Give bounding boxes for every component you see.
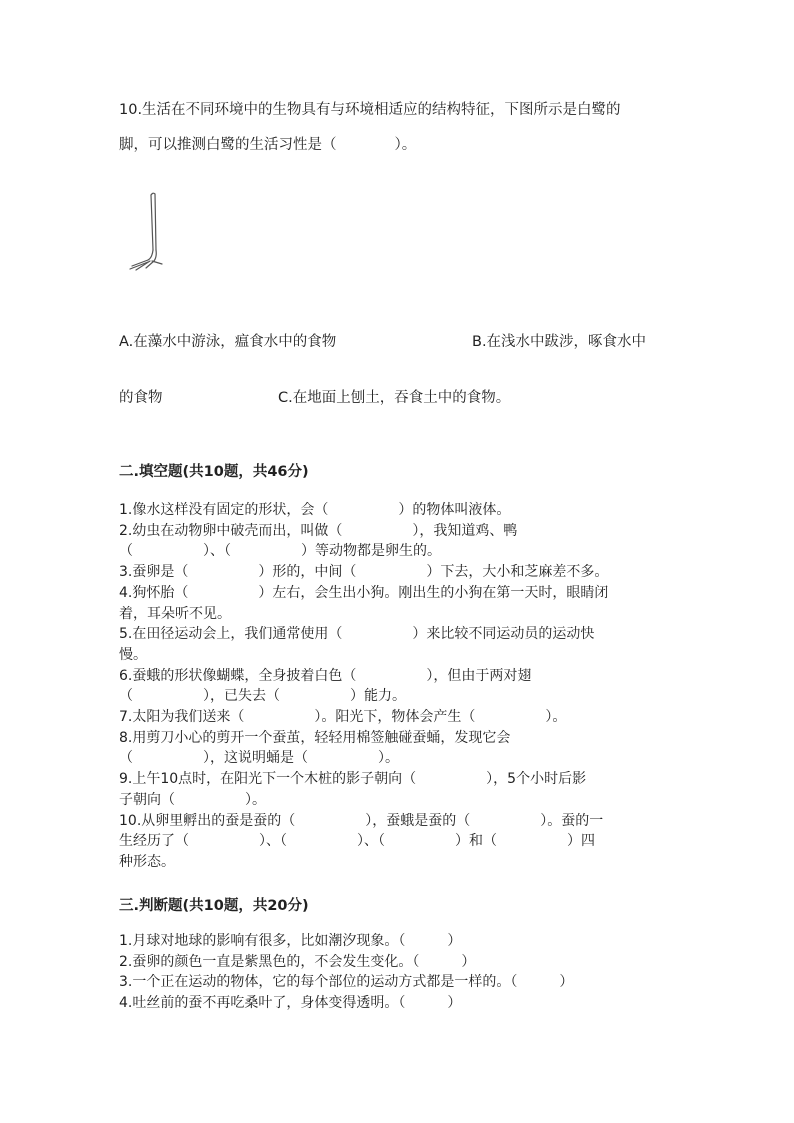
- fill-line: 4.狗怀胎（ ）左右，会生出小狗。刚出生的小狗在第一天时，眼睛闭: [119, 584, 609, 601]
- fill-line: （ ），已失去（ ）能力。: [119, 688, 406, 705]
- fill-line: 1.像水这样没有固定的形状，会（ ）的物体叫液体。: [119, 502, 511, 518]
- option-b: B.在浅水中跋涉，啄食水中: [472, 334, 647, 350]
- fill-line: 5.在田径运动会上，我们通常使用（ ）来比较不同运动员的运动快: [119, 626, 595, 643]
- fill-line: 9.上午10点时，在阳光下一个木桩的影子朝向（ ），5个小时后影: [119, 771, 587, 788]
- judge-line: 3.一个正在运动的物体，它的每个部位的运动方式都是一样的。（ ）: [119, 974, 574, 991]
- option-b-continued: 的食物: [119, 390, 163, 406]
- judge-line: 1.月球对地球的影响有很多，比如潮汐现象。（ ）: [119, 933, 462, 949]
- egret-foot-icon: [124, 190, 174, 275]
- fill-line: 2.幼虫在动物卵中破壳而出，叫做（ ），我知道鸡、鸭: [119, 522, 518, 539]
- fill-line: （ ）、（ ）等动物都是卵生的。: [119, 543, 441, 560]
- section-2-title: 二.填空题(共10题，共46分): [119, 464, 309, 480]
- fill-line: 10.从卵里孵出的蚕是蚕的（ ），蚕蛾是蚕的（ ）。蚕的一: [119, 812, 604, 829]
- fill-line: 慢。: [119, 646, 147, 663]
- fill-line: 8.用剪刀小心的剪开一个蚕茧，轻轻用棉签触碰蚕蛹，发现它会: [119, 729, 511, 746]
- option-a: A.在藻水中游泳，瘟食水中的食物: [119, 334, 337, 350]
- fill-line: 生经历了（ ）、（ ）、（ ）和（ ）四: [119, 833, 595, 850]
- fill-line: 子朝向（ ）。: [119, 791, 266, 808]
- option-c: C.在地面上刨土，吞食土中的食物。: [278, 390, 511, 406]
- fill-line: 3.蚕卵是（ ）形的，中间（ ）下去，大小和芝麻差不多。: [119, 564, 609, 581]
- judge-line: 2.蚕卵的颜色一直是紫黑色的，不会发生变化。（ ）: [119, 953, 476, 970]
- judge-line: 4.吐丝前的蚕不再吃桑叶了，身体变得透明。（ ）: [119, 995, 462, 1012]
- true-false-questions: [119, 931, 573, 1014]
- fill-in-questions: [119, 500, 608, 873]
- fill-line: （ ），这说明蛹是（ ）。: [119, 750, 399, 767]
- section-3-title: 三.判断题(共10题，共20分): [119, 898, 309, 914]
- fill-line: 种形态。: [119, 853, 175, 870]
- fill-line: 7.太阳为我们送来（ ）。阳光下，物体会产生（ ）。: [119, 709, 567, 726]
- fill-line: 6.蚕蛾的形状像蝴蝶，全身披着白色（ ），但由于两对翅: [119, 667, 532, 684]
- question-10-line-2: 脚，可以推测白鹭的生活习性是（ ）。: [119, 137, 417, 153]
- fill-line: 着，耳朵听不见。: [119, 605, 231, 622]
- question-10-line-1: 10.生活在不同环境中的生物具有与环境相适应的结构特征，下图所示是白鹭的: [119, 102, 621, 118]
